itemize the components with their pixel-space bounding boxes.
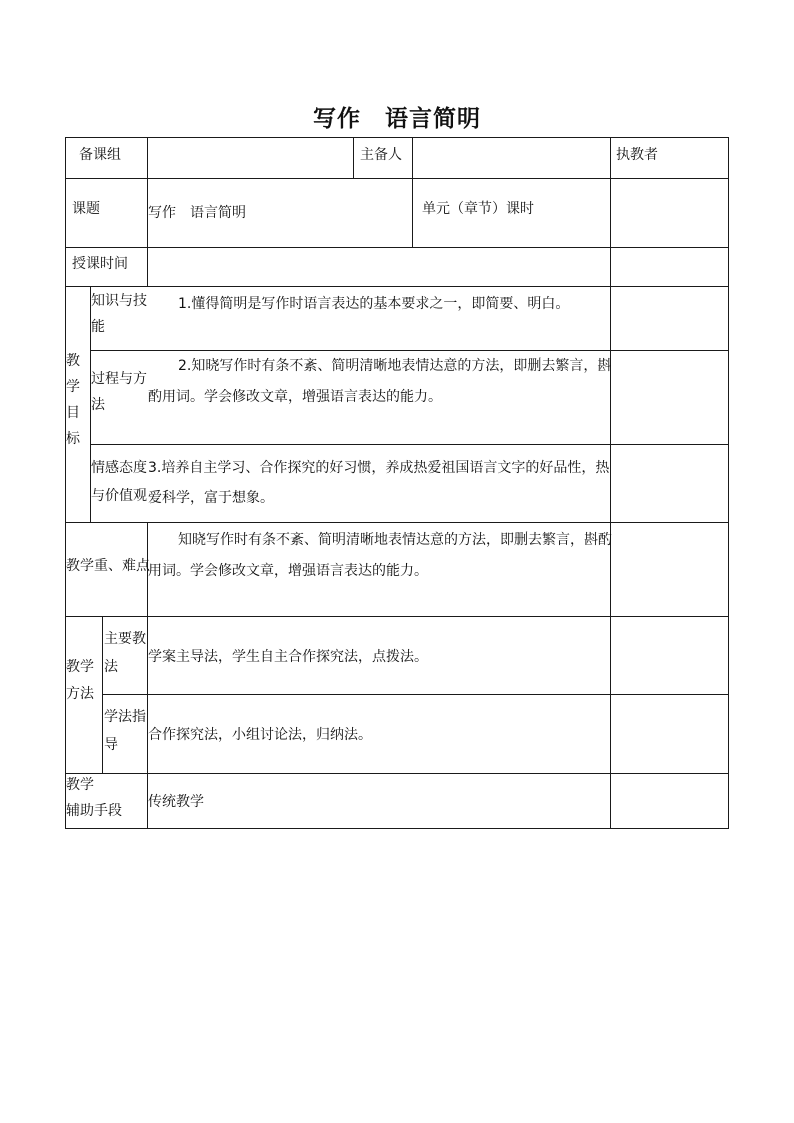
- time-label: 授课时间: [72, 256, 128, 272]
- main-method-label: 主要教: [104, 631, 146, 647]
- table-border: [65, 616, 729, 617]
- objectives-label-char: 教: [66, 353, 80, 369]
- process-label: 过程与方: [91, 371, 147, 387]
- table-border: [102, 616, 103, 773]
- teacher-label: 执教者: [616, 147, 658, 163]
- unit-label: 单元（章节）课时: [422, 201, 534, 217]
- table-border: [65, 137, 66, 829]
- process-text: 酌用词。学会修改文章，增强语言表达的能力。: [148, 389, 442, 405]
- table-border: [728, 137, 729, 829]
- table-border: [353, 137, 354, 178]
- objectives-label-char: 目: [66, 405, 80, 421]
- study-method-text: 合作探究法，小组讨论法，归纳法。: [148, 727, 372, 743]
- table-border: [412, 137, 413, 247]
- knowledge-text: 1.懂得简明是写作时语言表达的基本要求之一，即简要、明白。: [178, 296, 570, 312]
- key-points-label: 教学重、难点: [66, 558, 150, 574]
- prep-group-label: 备课组: [79, 147, 121, 163]
- emotion-text: 3.培养自主学习、合作探究的好习惯，养成热爱祖国语言文字的好品性，热: [148, 460, 610, 476]
- table-border: [90, 350, 729, 351]
- aids-label: 教学: [66, 777, 94, 793]
- table-border: [65, 286, 729, 287]
- main-method-text: 学案主导法，学生自主合作探究法，点拨法。: [148, 649, 428, 665]
- process-text: 2.知晓写作时有条不紊、简明清晰地表情达意的方法，即删去繁言，斟: [178, 358, 612, 374]
- main-preparer-label: 主备人: [360, 147, 402, 163]
- emotion-label: 情感态度: [91, 460, 147, 476]
- objectives-label-char: 标: [66, 431, 80, 447]
- aids-text: 传统教学: [148, 794, 204, 810]
- process-label: 法: [91, 397, 105, 413]
- table-border: [610, 137, 611, 828]
- key-points-text: 知晓写作时有条不紊、简明清晰地表情达意的方法，即删去繁言，斟酌: [178, 532, 612, 548]
- main-method-label: 法: [104, 659, 118, 675]
- methods-label: 方法: [66, 686, 94, 702]
- study-method-label: 导: [104, 737, 118, 753]
- study-method-label: 学法指: [104, 709, 146, 725]
- table-border: [65, 137, 729, 138]
- table-border: [65, 828, 729, 829]
- emotion-text: 爱科学，富于想象。: [148, 490, 274, 506]
- table-border: [90, 444, 729, 445]
- key-points-text: 用词。学会修改文章，增强语言表达的能力。: [148, 563, 428, 579]
- topic-label: 课题: [72, 201, 100, 217]
- knowledge-label: 能: [91, 319, 105, 335]
- table-border: [65, 522, 729, 523]
- objectives-label-char: 学: [66, 379, 80, 395]
- emotion-label: 与价值观: [91, 488, 147, 504]
- table-border: [65, 773, 729, 774]
- page-title: 写作 语言简明: [313, 105, 481, 132]
- knowledge-label: 知识与技: [91, 293, 147, 309]
- table-border: [102, 694, 729, 695]
- table-border: [65, 247, 729, 248]
- methods-label: 教学: [66, 659, 94, 675]
- aids-label: 辅助手段: [66, 803, 122, 819]
- topic-value: 写作 语言简明: [148, 205, 246, 221]
- table-border: [65, 178, 729, 179]
